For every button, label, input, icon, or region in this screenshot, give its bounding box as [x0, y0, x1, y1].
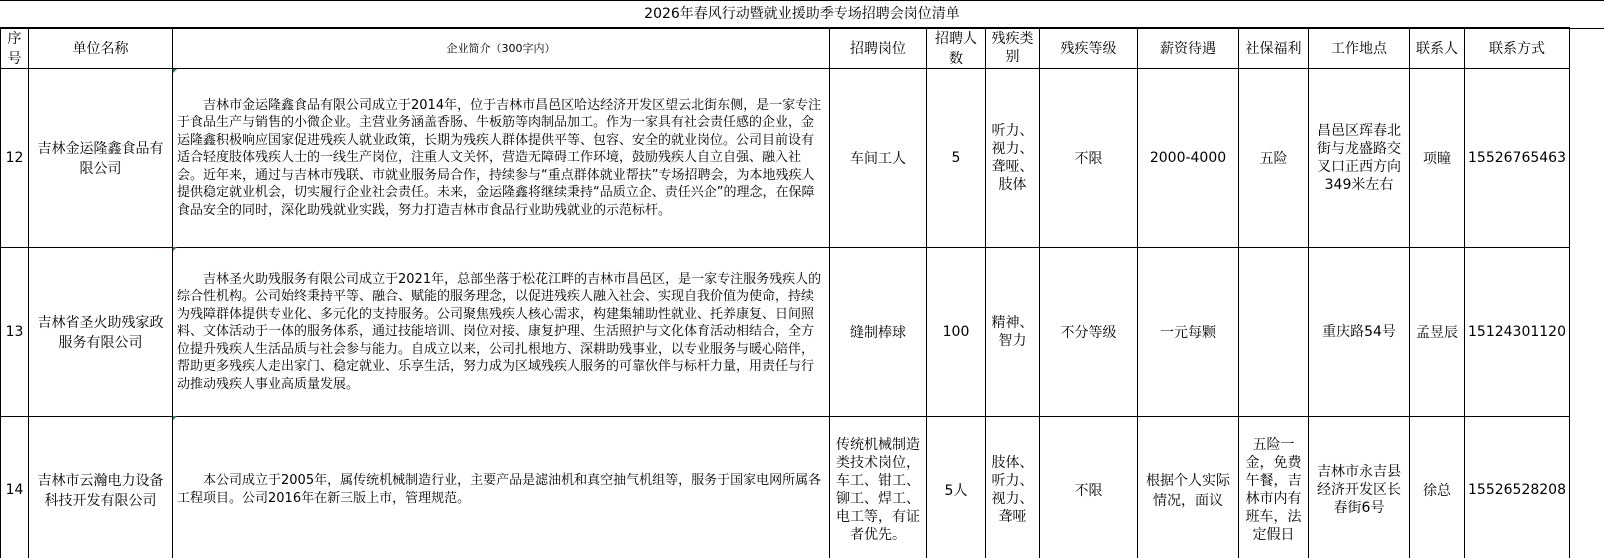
table-row	[1, 417, 1570, 558]
cell-comment-marker	[173, 69, 177, 73]
cell-seq[interactable]: 14	[1, 417, 29, 558]
sheet-title: 2026年春风行动暨就业援助季专场招聘会岗位清单	[0, 0, 1604, 29]
cell-intro[interactable]	[173, 417, 830, 558]
cell-position[interactable]: 缝制棒球	[830, 248, 927, 417]
cell-comment-marker	[173, 416, 177, 420]
header-company[interactable]: 单位名称	[29, 28, 173, 69]
header-phone[interactable]: 联系方式	[1465, 28, 1570, 69]
header-position[interactable]: 招聘岗位	[830, 28, 927, 69]
header-seq[interactable]: 序号	[1, 28, 29, 69]
cell-phone[interactable]: 15526528208	[1465, 417, 1570, 558]
cell-location[interactable]: 重庆路54号	[1309, 248, 1410, 417]
header-salary[interactable]: 薪资待遇	[1138, 28, 1239, 69]
cell-welfare[interactable]	[1239, 248, 1309, 417]
header-disability-type[interactable]: 残疾类别	[986, 28, 1040, 69]
cell-disability-level[interactable]: 不分等级	[1040, 248, 1138, 417]
cell-company[interactable]: 吉林市云瀚电力设备科技开发有限公司	[29, 417, 173, 558]
header-count[interactable]: 招聘人数	[927, 28, 986, 69]
cell-count[interactable]: 5	[927, 69, 986, 248]
cell-contact[interactable]: 徐总	[1410, 417, 1465, 558]
cell-intro[interactable]	[173, 69, 830, 248]
cell-phone[interactable]: 15526765463	[1465, 69, 1570, 248]
cell-comment-marker	[173, 247, 177, 251]
intro-text: 吉林圣火助残服务有限公司成立于2021年，总部坐落于松花江畔的吉林市昌邑区，是一家专注服务残疾人的综合性机构。公司始终秉持平等、融合、赋能的服务理念，以促进残疾人融入社会、实现自我价值为使命，持续为残障群体提供专业化、多元化的支持服务。公司聚焦残疾人核心需求，构建集辅助性就业、托养康复、日间照料、文体活动于一体的服务体系，通过技能培训、岗位对接、康复护理、生活照护与文化体育活动相结合，全方位提升残疾人生活品质与社会参与能力。自成立以来，公司扎根地方、深耕助残事业，以专业服务与暖心陪伴，帮助更多残疾人走出家门、稳定就业、乐享生活，努力成为区域残疾人服务的可靠伙伴与标杆力量，用责任与行动推动残疾人事业高质量发展。	[177, 271, 822, 392]
cell-welfare[interactable]: 五险一金，免费午餐，吉林市内有班车，法定假日	[1239, 417, 1309, 558]
cell-location[interactable]: 昌邑区珲春北街与龙盛路交叉口正西方向349米左右	[1309, 69, 1410, 248]
cell-seq[interactable]: 13	[1, 248, 29, 417]
cell-intro[interactable]	[173, 248, 830, 417]
header-location[interactable]: 工作地点	[1309, 28, 1410, 69]
cell-salary[interactable]: 一元每颗	[1138, 248, 1239, 417]
table-row	[1, 69, 1570, 248]
header-welfare[interactable]: 社保福利	[1239, 28, 1309, 69]
cell-contact[interactable]: 孟昱辰	[1410, 248, 1465, 417]
cell-phone[interactable]: 15124301120	[1465, 248, 1570, 417]
cell-disability-level[interactable]: 不限	[1040, 69, 1138, 248]
header-disability-level[interactable]: 残疾等级	[1040, 28, 1138, 69]
header-intro[interactable]: 企业简介（300字内）	[173, 28, 830, 69]
job-list-table	[0, 27, 1570, 558]
cell-disability-type[interactable]: 精神、智力	[986, 248, 1040, 417]
cell-position[interactable]: 传统机械制造类技术岗位，车工、钳工、铆工、焊工、电工等，有证者优先。	[830, 417, 927, 558]
cell-welfare[interactable]: 五险	[1239, 69, 1309, 248]
intro-text: 本公司成立于2005年，属传统机械制造行业，主要产品是滤油机和真空抽气机组等，服务于国家电网所属各工程项目。公司2016年在新三版上市，管理规范。	[177, 473, 822, 506]
cell-salary[interactable]: 根据个人实际情况，面议	[1138, 417, 1239, 558]
cell-disability-type[interactable]: 肢体、听力、视力、聋哑	[986, 417, 1040, 558]
cell-position[interactable]: 车间工人	[830, 69, 927, 248]
cell-contact[interactable]: 项瞳	[1410, 69, 1465, 248]
cell-location[interactable]: 吉林市永吉县经济开发区长春街6号	[1309, 417, 1410, 558]
cell-disability-level[interactable]: 不限	[1040, 417, 1138, 558]
cell-seq[interactable]: 12	[1, 69, 29, 248]
cell-company[interactable]: 吉林金运隆鑫食品有限公司	[29, 69, 173, 248]
header-row	[1, 28, 1570, 69]
cell-count[interactable]: 100	[927, 248, 986, 417]
cell-company[interactable]: 吉林省圣火助残家政服务有限公司	[29, 248, 173, 417]
cell-count[interactable]: 5人	[927, 417, 986, 558]
header-contact[interactable]: 联系人	[1410, 28, 1465, 69]
cell-disability-type[interactable]: 听力、视力、聋哑、肢体	[986, 69, 1040, 248]
table-row	[1, 248, 1570, 417]
intro-text: 吉林市金运隆鑫食品有限公司成立于2014年，位于吉林市昌邑区哈达经济开发区望云北街东侧，是一家专注于食品生产与销售的小微企业。主营业务涵盖香肠、牛板筋等肉制品加工。作为一家具有社会责任感的企业，金运隆鑫积极响应国家促进残疾人就业政策，长期为残疾人群体提供平等、包容、安全的就业岗位。公司目前设有适合轻度肢体残疾人士的一线生产岗位，注重人文关怀，营造无障碍工作环境，鼓励残疾人自立自强、融入社会。近年来，通过与吉林市残联、市就业服务局合作，持续参与“重点群体就业帮扶”专场招聘会，为本地残疾人提供稳定就业机会，切实履行企业社会责任。未来，金运隆鑫将继续秉持“品质立企、责任兴企”的理念，在保障食品安全的同时，深化助残就业实践，努力打造吉林市食品行业助残就业的示范标杆。	[177, 97, 822, 218]
cell-salary[interactable]: 2000-4000	[1138, 69, 1239, 248]
